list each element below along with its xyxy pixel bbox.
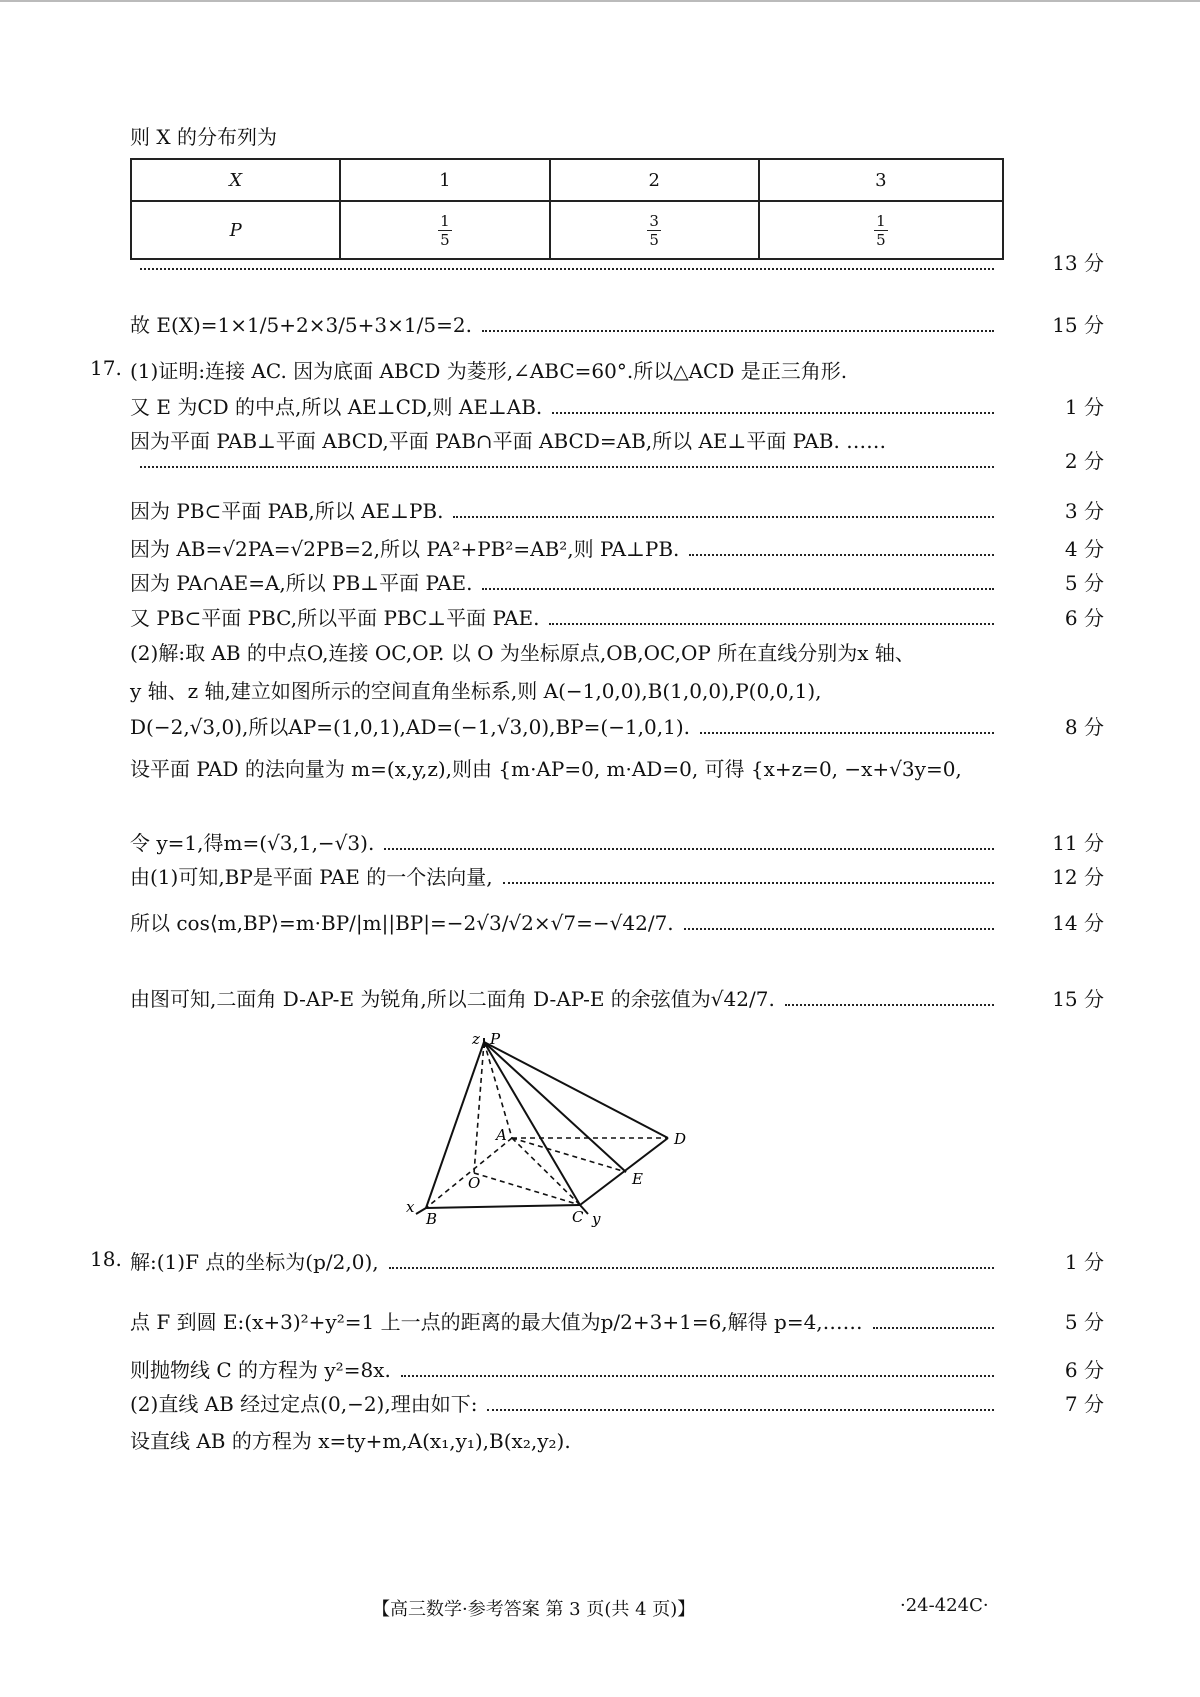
answer-line <box>130 496 1104 526</box>
answer-text: D(−2,√3,0),所以AP=(1,0,1),AD=(−1,√3,0),BP=(−1,0,1). <box>130 715 691 739</box>
answer-line <box>130 1355 1104 1385</box>
answer-line <box>130 862 1104 892</box>
intro-line <box>130 122 1004 152</box>
leader-dots <box>140 466 994 468</box>
fraction: $\frac{3}{5}$ <box>649 211 659 249</box>
fig-label-E: E <box>632 1170 643 1188</box>
answer-text: 又 E 为CD 的中点,所以 AE⊥CD,则 AE⊥AB. <box>130 395 543 419</box>
leader-dots <box>503 882 994 884</box>
score-label: 6 分 <box>1064 606 1104 630</box>
answer-text: 因为 PB⊂平面 PAB,所以 AE⊥PB. <box>130 499 444 523</box>
answer-line <box>130 251 1104 275</box>
table-cell <box>550 201 759 259</box>
table-prob-row <box>131 201 1003 259</box>
answer-line <box>130 1307 1104 1337</box>
score-label: 3 分 <box>1064 499 1104 523</box>
leader-dots <box>482 330 994 332</box>
answer-line <box>130 638 1004 668</box>
answer-text: 因为 PA∩AE=A,所以 PB⊥平面 PAE. <box>130 571 473 595</box>
answer-line <box>130 449 1104 473</box>
score-label: 5 分 <box>1064 1310 1104 1334</box>
table-cell <box>340 201 549 259</box>
score-label: 12 分 <box>1052 865 1104 889</box>
footer-center: 【高三数学·参考答案 第 3 页(共 4 页)】 <box>372 1599 696 1620</box>
leader-dots <box>384 848 994 850</box>
pyramid-figure <box>400 1030 710 1230</box>
answer-text: (1)证明:连接 AC. 因为底面 ABCD 为菱形,∠ABC=60°.所以△ACD 是正三角形. <box>130 359 848 383</box>
answer-line <box>130 1426 1004 1456</box>
leader-dots <box>401 1375 994 1377</box>
answer-text: 设平面 PAD 的法向量为 m=(x,y,z),则由 {m·AP=0, m·AD=0, 可得 {x+z=0, −x+√3y=0, <box>130 757 962 781</box>
leader-dots <box>453 516 994 518</box>
top-border <box>0 0 1200 2</box>
leader-dots <box>549 623 994 625</box>
answer-line <box>130 1247 1104 1277</box>
answer-line <box>130 310 1104 340</box>
fig-label-P: P <box>490 1030 501 1048</box>
fig-label-O: O <box>468 1174 481 1192</box>
fig-label-A: A <box>496 1126 507 1144</box>
score-label: 15 分 <box>1052 987 1104 1011</box>
answer-line <box>130 426 1004 456</box>
leader-dots <box>140 268 994 270</box>
leader-dots <box>482 588 994 590</box>
answer-text: 因为 AB=√2PA=√2PB=2,所以 PA²+PB²=AB²,则 PA⊥PB. <box>130 537 680 561</box>
answer-line <box>130 908 1104 938</box>
question-number: 17. <box>90 356 122 380</box>
score-label: 8 分 <box>1064 715 1104 739</box>
table-cell: X <box>131 159 340 201</box>
score-label: 4 分 <box>1064 537 1104 561</box>
leader-dots <box>552 412 994 414</box>
answer-line <box>130 392 1104 422</box>
fig-label-B: B <box>426 1210 438 1228</box>
score-label: 2 分 <box>1064 449 1104 473</box>
answer-text: 点 F 到圆 E:(x+3)²+y²=1 上一点的距离的最大值为p/2+3+1=6,解得 p=4,…… <box>130 1310 863 1334</box>
answer-text: 因为平面 PAB⊥平面 ABCD,平面 PAB∩平面 ABCD=AB,所以 AE⊥平面 PAB. …… <box>130 429 887 453</box>
table-cell <box>759 201 1003 259</box>
fig-label-z: z <box>472 1030 480 1048</box>
answer-text: 解:(1)F 点的坐标为(p/2,0), <box>130 1250 379 1274</box>
answer-text: 故 E(X)=1×1/5+2×3/5+3×1/5=2. <box>130 313 472 337</box>
score-label: 11 分 <box>1052 831 1104 855</box>
answer-text: (2)直线 AB 经过定点(0,−2),理由如下: <box>130 1392 478 1416</box>
table-cell: 3 <box>759 159 1003 201</box>
score-label: 1 分 <box>1064 395 1104 419</box>
leader-dots <box>389 1267 994 1269</box>
answer-text: 则抛物线 C 的方程为 y²=8x. <box>130 1358 391 1382</box>
score-label: 5 分 <box>1064 571 1104 595</box>
distribution-table <box>130 158 1004 260</box>
answer-line <box>130 356 1004 386</box>
answer-line <box>130 534 1104 564</box>
answer-line <box>130 828 1104 858</box>
fraction: $\frac{1}{5}$ <box>876 211 886 249</box>
fig-label-C: C <box>572 1208 584 1226</box>
answer-line <box>130 603 1104 633</box>
fig-label-x: x <box>406 1198 415 1216</box>
answer-text: 设直线 AB 的方程为 x=ty+m,A(x₁,y₁),B(x₂,y₂). <box>130 1429 571 1453</box>
score-label: 15 分 <box>1052 313 1104 337</box>
score-label: 1 分 <box>1064 1250 1104 1274</box>
intro-text: 则 X 的分布列为 <box>130 125 277 149</box>
fraction: $\frac{1}{5}$ <box>440 211 450 249</box>
table-cell: 1 <box>340 159 549 201</box>
answer-line <box>130 984 1104 1014</box>
table-cell: 2 <box>550 159 759 201</box>
question-number: 18. <box>90 1247 122 1271</box>
leader-dots <box>689 554 994 556</box>
answer-text: 由(1)可知,BP是平面 PAE 的一个法向量, <box>130 865 493 889</box>
score-label: 13 分 <box>1052 251 1104 275</box>
score-label: 6 分 <box>1064 1358 1104 1382</box>
leader-dots <box>487 1409 994 1411</box>
answer-line <box>130 568 1104 598</box>
answer-line <box>130 1389 1104 1419</box>
fig-label-D: D <box>674 1130 687 1148</box>
score-label: 7 分 <box>1064 1392 1104 1416</box>
answer-text: 所以 cos⟨m,BP⟩=m·BP/|m||BP|=−2√3/√2×√7=−√42/7. <box>130 911 674 935</box>
score-label: 14 分 <box>1052 911 1104 935</box>
answer-text: 又 PB⊂平面 PBC,所以平面 PBC⊥平面 PAE. <box>130 606 540 630</box>
leader-dots <box>873 1327 994 1329</box>
answer-line <box>130 754 1004 784</box>
answer-text: (2)解:取 AB 的中点O,连接 OC,OP. 以 O 为坐标原点,OB,OC,OP 所在直线分别为x 轴、 <box>130 641 915 665</box>
table-cell: P <box>131 201 340 259</box>
answer-text: 令 y=1,得m=(√3,1,−√3). <box>130 831 375 855</box>
answer-text: 由图可知,二面角 D-AP-E 为锐角,所以二面角 D-AP-E 的余弦值为√42/7. <box>130 987 775 1011</box>
fig-label-y: y <box>592 1210 601 1228</box>
leader-dots <box>700 732 994 734</box>
table-header-row <box>131 159 1003 201</box>
leader-dots <box>785 1004 994 1006</box>
answer-text: y 轴、z 轴,建立如图所示的空间直角坐标系,则 A(−1,0,0),B(1,0,0),P(0,0,1), <box>130 679 822 703</box>
footer-right: ·24-424C· <box>900 1595 989 1616</box>
answer-line <box>130 712 1104 742</box>
answer-line <box>130 676 1004 706</box>
leader-dots <box>684 928 994 930</box>
